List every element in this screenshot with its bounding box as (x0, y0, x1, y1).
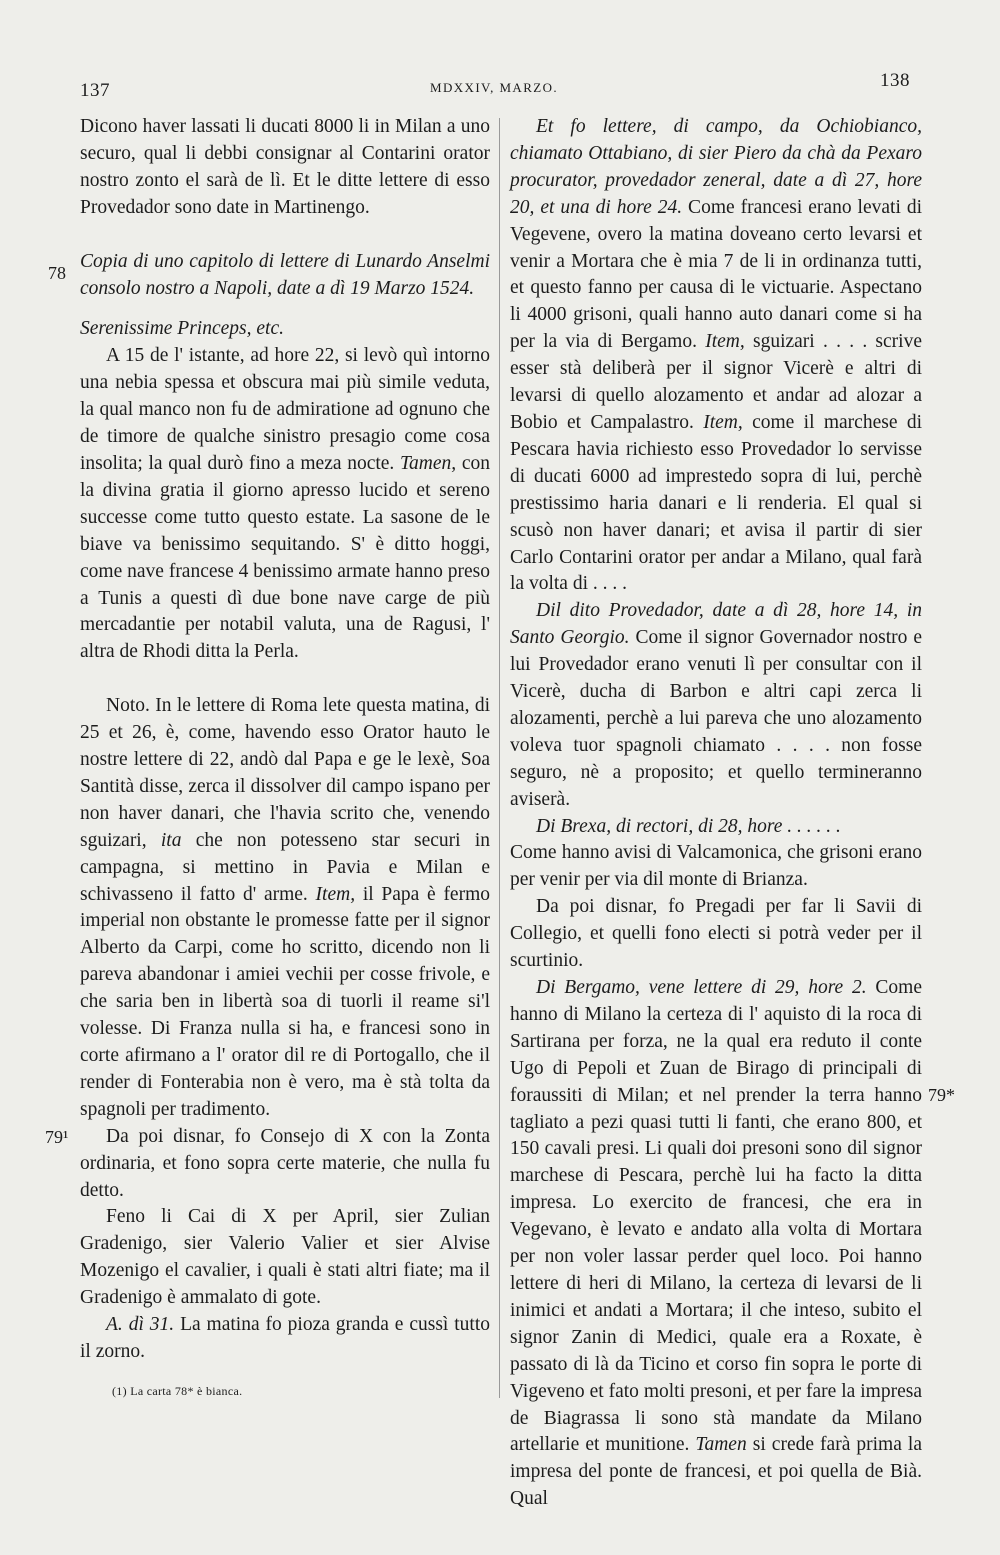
right-column (510, 114, 922, 1513)
column-divider (499, 118, 500, 1398)
paragraph-noto-text-2: che non potesseno star securi in campagna, si mettino in Pavia e Milan e schivasseno il fatto d' arme. (80, 829, 490, 905)
paragraph-noto (80, 693, 490, 1124)
paragraph-intro: Dicono haver lassati li ducati 8000 li in Milan a uno securo, qual li debbi consignar al Contarini orator nostro zonto el sarà de lì. Et le ditte lettere di esso Provedador sono date in Martinengo. (80, 116, 490, 218)
provedador-heading: Dil dito Provedador, date a dì 28, hore 14, in Santo Georgio. (510, 600, 922, 649)
paragraph-brexa: Come hanno avisi di Valcamonica, che grisoni erano per venir per via dil monte di Brianza. (510, 842, 922, 891)
paragraph-consejo: Da poi disnar, fo Consejo di X con la Zonta ordinaria, et fono sopra certe materie, che nulla fu detto. (80, 1125, 490, 1201)
word-ita: ita (160, 829, 182, 851)
paragraph-provedador (510, 598, 922, 813)
brexa-heading: Di Brexa, di rectori, di 28, hore . . . . . . (536, 815, 841, 837)
paragraph-bergamo-text-1: Come hanno di Milano la certeza di l' aquisto di la roca di Sartirana per forza, ne la qual era reduto il conte Ugo di Pepoli et Zuan de Birago di principali di foraussiti di Milan; et nel prender la terra hanno tagliato a pezi quasi tutti li fanti, che erano 800, et 150 cavali presi. Li quali doi presoni sono dil signor marchese di Pescara, perchè lui ha facto la ditta impresa. Lo exercito de francesi, che era in Vegevano, è levato e andato alla volta di Mortara per non voler lassar perder quel loco. Poi hanno lettere di heri di Milano, la certeza di levarsi de li inimici et andati a Mortara; il che inteso, subito el signor Zanin di Medici, quale era a Roxate, è passato di là da Ticino et corso fin sopra le porte di Vigeveno et fato molti presoni, et per fare la impresa de Biagrassa li sono stà mandate da Milano artellarie et munitione. (510, 977, 922, 1456)
footnote: (1) La carta 78* è bianca. (112, 1384, 243, 1398)
paragraph-31 (80, 1312, 490, 1366)
word-tamen-right: Tamen (695, 1434, 747, 1456)
paragraph-noto-text-3: il Papa è fermo imperial non obstante le promesse fatte per il signor Alberto da Carpi, come ho scritto, dicendo non li pareva abandonar i amiei vechii per cosse frivole, e che saria ben in libertà soa di tuorli il reame si'l volesse. Di Franza nulla si ha, e francesi sono in corte afirmano a l' orator dil re di Portogallo, che il render di Fonterabia non è vero, ma è stà tolta da spagnoli per tradimento. (80, 883, 490, 1120)
word-tamen: Tamen, (399, 452, 457, 474)
paragraph-cai: Feno li Cai di X per April, sier Zulian Gradenigo, sier Valerio Valier et sier Alvise Mozenigo el cavalier, i quali è stati altri fiate; ma il Gradenigo è ammalato di gote. (80, 1206, 490, 1309)
margin-number-79-right: 79* (928, 1085, 955, 1105)
word-item-1: Item, (705, 331, 745, 353)
running-title: MDXXIV, MARZO. (430, 80, 559, 95)
paragraph-nebia-text-2: con la divina gratia il giorno apresso lucido et sereno successe come tutto questo estate. La sasone de le biave va benissimo sequitando. S' è ditto hoggi, come nave francese 4 benissimo armate hanno preso a Tunis a questi dì due bone nave carge de più mercadantie per notabil valuta, una de Ragusi, l' altra de Rhodi ditta la Perla. (80, 452, 490, 663)
paragraph-campo (510, 114, 922, 598)
paragraph-noto-text-1: Noto. In le lettere di Roma lete questa matina, di 25 et 26, è, come, havendo esso Orator hauto le nostre lettere di 22, andò dal Papa e ge le lexè, Soa Santità disse, zerca il dissolver dil campo ispano per non haver danari, che l'havia scrito che, venendo sguizari, (80, 695, 490, 851)
salutation: Serenissime Princeps, etc. (80, 318, 284, 340)
paragraph-bergamo (510, 975, 922, 1513)
margin-number-78: 78 (48, 263, 66, 283)
letter-heading: Copia di uno capitolo di lettere di Lunardo Anselmi consolo nostro a Napoli, date a dì 19 Marzo 1524. (80, 250, 490, 299)
page-header (0, 0, 1000, 110)
date-31: A. dì 31. (106, 1314, 175, 1336)
paragraph-nebia (80, 343, 490, 666)
bergamo-heading: Di Bergamo, vene lettere di 29, hore 2. (536, 977, 867, 998)
left-page-number: 137 (80, 80, 110, 101)
word-item: Item, (315, 883, 356, 905)
paragraph-31-text: La matina fo pioza granda e cussì tutto il zorno. (80, 1314, 490, 1362)
paragraph-provedador-text: Come il signor Governador nostro e lui Provedador erano venuti lì per consultar con il Vicerè, ducha di Barbon e altri capi zerca li alozamenti, perchè a lui pareva che uno alozamento voleva tuor spagnoli chiamato . . . . non fosse seguro, nè a proposito; et quello termineranno aviserà. (510, 627, 922, 810)
paragraph-campo-text-2: sguizari . . . . scrive esser stà deliberà per il signor Vicerè e altri di levarsi di quello alozamento et andar ad alozar a Bobio et Campalastro. (510, 331, 922, 433)
paragraph-pregadi: Da poi disnar, fo Pregadi per far li Savii di Collegio, et quelli fono electi si potrà veder per il scurtinio. (510, 896, 922, 972)
word-item-2: Item, (703, 411, 743, 433)
left-column (80, 114, 490, 1366)
paragraph-bergamo-text-2: si crede farà prima la impresa del ponte de francesi, et poi quella de Bià. Qual (510, 1434, 922, 1510)
paragraph-campo-text-1: Come francesi erano levati di Vegevene, overo la matina doveano certo levarsi et venir a Mortara che è mia 7 de li in ordinanza tutti, et questo fanno per causa di le victuarie. Aspectano li 4000 grisoni, quali hanno auto danari come si ha per la via di Bergamo. (510, 196, 922, 353)
paragraph-nebia-text-1: A 15 de l' istante, ad hore 22, si levò quì intorno una nebia spessa et obscura mai più simile veduta, la qual manco non fu de admiratione ad ognuno che de timore de qualche sinistro presagio come cosa insolita; la qual durò fino a meza nocte. (80, 345, 490, 474)
paragraph-campo-text-3: come il marchese di Pescara havia richiesto esso Provedador lo servisse di ducati 6000 ad imprestedo sopra di lui, perchè prestissimo haria danari e li renderia. El qual si scusò non haver danari; et avisa il partir di sier Carlo Contarini orator per andar a Milano, qual farà la volta di . . . . (510, 411, 922, 595)
right-page-number: 138 (880, 70, 910, 91)
campo-heading: Et fo lettere, di campo, da Ochiobianco, chiamato Ottabiano, di sier Piero da chà da Pexaro procurator, provedador zeneral, date a dì 27, hore 20, et una di hore 24. (510, 116, 922, 218)
margin-number-79-left: 79¹ (45, 1127, 69, 1147)
